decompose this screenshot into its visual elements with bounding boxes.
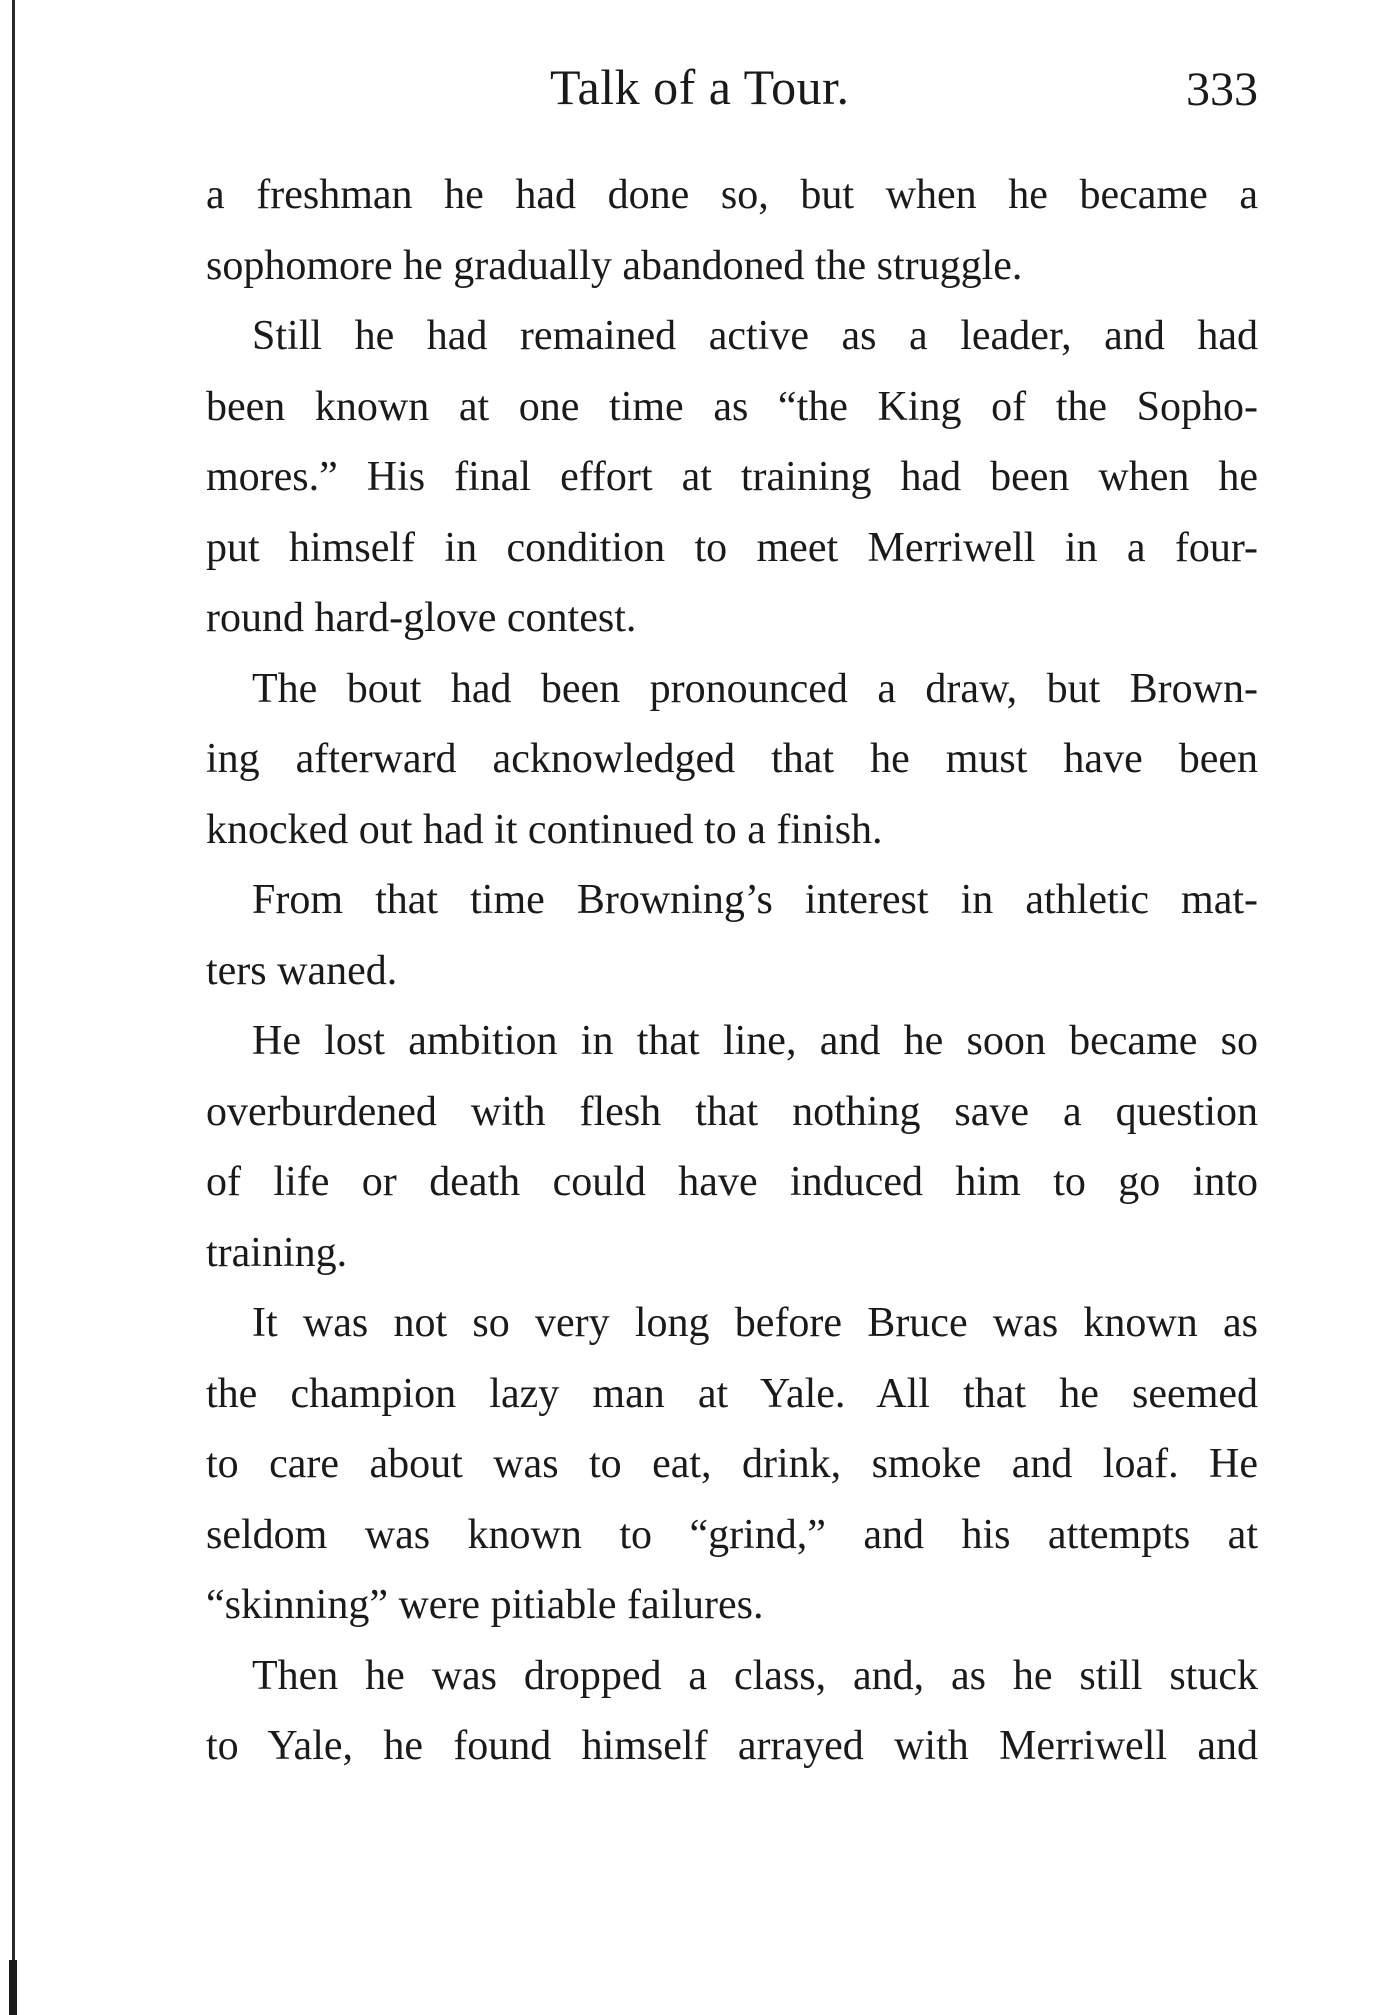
text-line: overburdened with flesh that nothing save a question: [206, 1088, 1258, 1135]
text-line: “skinning” were pitiable failures.: [206, 1582, 764, 1628]
page-header: [206, 58, 1258, 128]
text-line: From that time Browning’s interest in athletic mat-: [252, 877, 1258, 923]
text-line: training.: [206, 1229, 348, 1276]
text-line: seldom was known to “grind,” and his attempts at: [206, 1511, 1258, 1558]
text-line: of life or death could have induced him to go into: [206, 1159, 1258, 1205]
text-line: knocked out had it continued to a finish.: [206, 806, 883, 853]
text-line: to care about was to eat, drink, smoke and loaf. He: [206, 1441, 1258, 1487]
text-line: He lost ambition in that line, and he soon became so: [252, 1018, 1258, 1064]
paragraph: [206, 160, 1258, 301]
text-line: the champion lazy man at Yale. All that he seemed: [206, 1370, 1258, 1417]
text-line: Then he was dropped a class, and, as he still stuck: [252, 1652, 1258, 1699]
page-number: 333: [1186, 63, 1258, 116]
text-line: a freshman he had done so, but when he became a: [206, 172, 1258, 218]
text-line: ing afterward acknowledged that he must have been: [206, 736, 1258, 782]
running-title: Talk of a Tour.: [550, 59, 850, 115]
paragraph: [206, 654, 1258, 866]
text-line: The bout had been pronounced a draw, but Brown-: [252, 665, 1258, 712]
paragraph: [206, 1641, 1258, 1782]
body-text: [206, 160, 1258, 1782]
text-line: It was not so very long before Bruce was known as: [252, 1300, 1258, 1346]
page-spine-mark: [9, 1960, 17, 2015]
text-line: ters waned.: [206, 947, 398, 994]
paragraph: [206, 301, 1258, 654]
text-line: been known at one time as “the King of the Sopho-: [206, 383, 1258, 430]
text-line: round hard-glove contest.: [206, 595, 637, 641]
text-line: mores.” His final effort at training had been when he: [206, 454, 1258, 500]
paragraph: [206, 1288, 1258, 1641]
text-line: to Yale, he found himself arrayed with Merriwell and: [206, 1723, 1258, 1769]
page-spine-edge: [12, 0, 15, 2015]
text-line: sophomore he gradually abandoned the struggle.: [206, 242, 1023, 289]
text-line: put himself in condition to meet Merriwell in a four-: [206, 524, 1258, 571]
text-line: Still he had remained active as a leader, and had: [252, 313, 1258, 359]
paragraph: [206, 1006, 1258, 1288]
paragraph: [206, 865, 1258, 1006]
